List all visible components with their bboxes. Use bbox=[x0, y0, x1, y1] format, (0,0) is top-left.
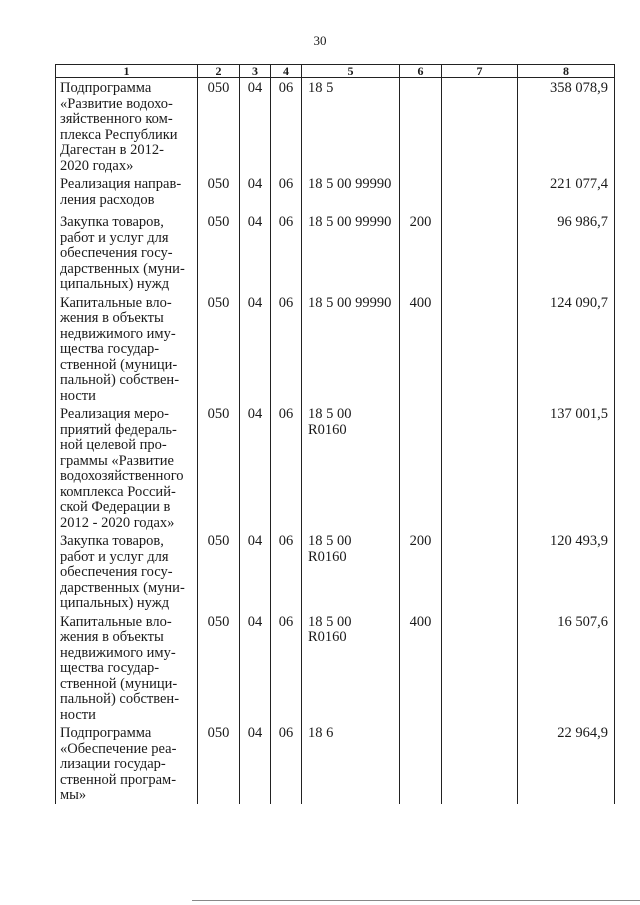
col-6-expense-type bbox=[400, 78, 442, 175]
col-8-amount: 124 090,7 bbox=[518, 293, 615, 405]
col-6-expense-type: 200 bbox=[400, 212, 442, 293]
item-name-line: недвижимого иму- bbox=[60, 325, 176, 342]
item-name-line: ципальных) нужд bbox=[60, 595, 170, 611]
item-name-line: мы» bbox=[60, 787, 87, 803]
col-5-target-article-line: 18 5 00 99990 bbox=[308, 214, 392, 230]
item-name-line: зяйственного ком- bbox=[60, 111, 173, 127]
item-name-line: приятий федераль- bbox=[60, 421, 177, 438]
item-name-line: 2020 годах» bbox=[60, 157, 134, 174]
col-7 bbox=[442, 212, 518, 293]
item-name-line: Закупка товаров, bbox=[60, 214, 164, 230]
col-3-section: 04 bbox=[240, 78, 271, 175]
header-row bbox=[56, 65, 615, 78]
col-5-target-article bbox=[302, 531, 400, 612]
item-name-line: Дагестан в 2012- bbox=[60, 142, 164, 158]
col-5-target-article-line: R0160 bbox=[308, 629, 347, 645]
col-7 bbox=[442, 293, 518, 405]
col-5-target-article bbox=[302, 293, 400, 405]
col-6-expense-type bbox=[400, 174, 442, 212]
table-row bbox=[56, 78, 615, 175]
col-2-code: 050 bbox=[198, 723, 240, 804]
col-3-section: 04 bbox=[240, 612, 271, 724]
item-name-line: ности bbox=[60, 387, 96, 404]
col-7 bbox=[442, 723, 518, 804]
col-4-subsection: 06 bbox=[271, 293, 302, 405]
col-4-subsection: 06 bbox=[271, 212, 302, 293]
header-col-3: 3 bbox=[240, 65, 271, 78]
col-5-target-article bbox=[302, 723, 400, 804]
col-6-expense-type bbox=[400, 723, 442, 804]
item-name-line: Реализация направ- bbox=[60, 176, 182, 192]
item-name-line: ственной програм- bbox=[60, 771, 177, 788]
col-8-amount: 358 078,9 bbox=[518, 78, 615, 175]
item-name-line: жения в объекты bbox=[60, 629, 164, 645]
col-5-target-article-line: 18 5 00 99990 bbox=[308, 176, 392, 192]
item-name-line: Реализация меро- bbox=[60, 406, 169, 422]
item-name-line: лизации государ- bbox=[60, 756, 166, 772]
item-name bbox=[56, 404, 198, 531]
item-name-line: ной целевой про- bbox=[60, 437, 167, 453]
col-2-code: 050 bbox=[198, 531, 240, 612]
col-7 bbox=[442, 404, 518, 531]
table-row bbox=[56, 212, 615, 293]
col-5-target-article-line: 18 5 00 bbox=[308, 613, 352, 630]
col-3-section: 04 bbox=[240, 293, 271, 405]
col-8-amount: 96 986,7 bbox=[518, 212, 615, 293]
col-7 bbox=[442, 78, 518, 175]
item-name-line: дарственных (муни- bbox=[60, 260, 185, 277]
header-col-1: 1 bbox=[56, 65, 198, 78]
item-name bbox=[56, 293, 198, 405]
col-3-section: 04 bbox=[240, 404, 271, 531]
col-8-amount: 16 507,6 bbox=[518, 612, 615, 724]
col-6-expense-type: 400 bbox=[400, 612, 442, 724]
col-5-target-article-line: 18 5 00 99990 bbox=[308, 294, 392, 311]
item-name-line: жения в объекты bbox=[60, 310, 164, 326]
page-bottom-divider bbox=[192, 900, 640, 901]
item-name-line: Капитальные вло- bbox=[60, 613, 172, 630]
col-3-section: 04 bbox=[240, 723, 271, 804]
item-name-line: ственной (муници- bbox=[60, 356, 178, 373]
item-name-line: обеспечения госу- bbox=[60, 245, 173, 261]
table-row bbox=[56, 612, 615, 724]
col-4-subsection: 06 bbox=[271, 531, 302, 612]
col-6-expense-type: 400 bbox=[400, 293, 442, 405]
item-name-line: Капитальные вло- bbox=[60, 294, 172, 311]
col-5-target-article-line: 18 5 00 bbox=[308, 533, 352, 549]
item-name-line: граммы «Развитие bbox=[60, 452, 174, 469]
col-2-code: 050 bbox=[198, 404, 240, 531]
col-8-amount: 137 001,5 bbox=[518, 404, 615, 531]
header-col-5: 5 bbox=[302, 65, 400, 78]
col-5-target-article bbox=[302, 78, 400, 175]
header-col-4: 4 bbox=[271, 65, 302, 78]
item-name-line: Подпрограмма bbox=[60, 725, 152, 741]
col-4-subsection: 06 bbox=[271, 723, 302, 804]
col-5-target-article bbox=[302, 174, 400, 212]
col-6-expense-type bbox=[400, 404, 442, 531]
item-name-line: щества государ- bbox=[60, 660, 160, 676]
header-col-2: 2 bbox=[198, 65, 240, 78]
col-5-target-article-line: 18 6 bbox=[308, 725, 334, 741]
col-5-target-article bbox=[302, 404, 400, 531]
col-7 bbox=[442, 174, 518, 212]
item-name-line: ципальных) нужд bbox=[60, 276, 170, 292]
col-7 bbox=[442, 612, 518, 724]
col-8-amount: 120 493,9 bbox=[518, 531, 615, 612]
col-8-amount: 221 077,4 bbox=[518, 174, 615, 212]
item-name-line: плекса Республики bbox=[60, 126, 178, 143]
header-col-7: 7 bbox=[442, 65, 518, 78]
table-row bbox=[56, 293, 615, 405]
table-body bbox=[56, 78, 615, 805]
col-3-section: 04 bbox=[240, 212, 271, 293]
col-2-code: 050 bbox=[198, 612, 240, 724]
col-5-target-article-line: 18 5 00 bbox=[308, 406, 352, 422]
item-name-line: ности bbox=[60, 706, 96, 723]
header-col-8: 8 bbox=[518, 65, 615, 78]
table-row bbox=[56, 174, 615, 212]
item-name-line: «Обеспечение реа- bbox=[60, 740, 177, 757]
item-name bbox=[56, 612, 198, 724]
item-name-line: недвижимого иму- bbox=[60, 644, 176, 661]
col-2-code: 050 bbox=[198, 212, 240, 293]
col-5-target-article-line: 18 5 bbox=[308, 80, 334, 96]
item-name-line: Закупка товаров, bbox=[60, 533, 164, 549]
table-row bbox=[56, 531, 615, 612]
item-name bbox=[56, 723, 198, 804]
item-name bbox=[56, 212, 198, 293]
table-row bbox=[56, 404, 615, 531]
col-2-code: 050 bbox=[198, 174, 240, 212]
col-3-section: 04 bbox=[240, 174, 271, 212]
item-name-line: работ и услуг для bbox=[60, 229, 169, 246]
item-name-line: 2012 - 2020 годах» bbox=[60, 514, 175, 531]
col-5-target-article-line: R0160 bbox=[308, 421, 347, 438]
col-8-amount: 22 964,9 bbox=[518, 723, 615, 804]
item-name-line: пальной) собствен- bbox=[60, 372, 180, 388]
item-name-line: ления расходов bbox=[60, 191, 155, 208]
item-name bbox=[56, 78, 198, 175]
col-4-subsection: 06 bbox=[271, 78, 302, 175]
item-name bbox=[56, 174, 198, 212]
item-name-line: Подпрограмма bbox=[60, 80, 152, 96]
col-7 bbox=[442, 531, 518, 612]
item-name-line: ской Федерации в bbox=[60, 499, 171, 515]
budget-table-container bbox=[55, 64, 614, 846]
item-name-line: ственной (муници- bbox=[60, 675, 178, 692]
col-5-target-article bbox=[302, 612, 400, 724]
item-name-line: пальной) собствен- bbox=[60, 691, 180, 707]
item-name-line: дарственных (муни- bbox=[60, 579, 185, 596]
col-2-code: 050 bbox=[198, 78, 240, 175]
col-4-subsection: 06 bbox=[271, 174, 302, 212]
col-5-target-article-line: R0160 bbox=[308, 548, 347, 565]
col-5-target-article bbox=[302, 212, 400, 293]
page-number: 30 bbox=[313, 33, 327, 48]
col-6-expense-type: 200 bbox=[400, 531, 442, 612]
col-4-subsection: 06 bbox=[271, 404, 302, 531]
budget-table bbox=[55, 64, 615, 804]
col-2-code: 050 bbox=[198, 293, 240, 405]
item-name bbox=[56, 531, 198, 612]
item-name-line: комплекса Россий- bbox=[60, 483, 176, 500]
item-name-line: «Развитие водохо- bbox=[60, 95, 173, 112]
col-4-subsection: 06 bbox=[271, 612, 302, 724]
item-name-line: щества государ- bbox=[60, 341, 160, 357]
table-row bbox=[56, 723, 615, 804]
item-name-line: водохозяйственного bbox=[60, 468, 184, 484]
col-3-section: 04 bbox=[240, 531, 271, 612]
header-col-6: 6 bbox=[400, 65, 442, 78]
item-name-line: работ и услуг для bbox=[60, 548, 169, 565]
item-name-line: обеспечения госу- bbox=[60, 564, 173, 580]
